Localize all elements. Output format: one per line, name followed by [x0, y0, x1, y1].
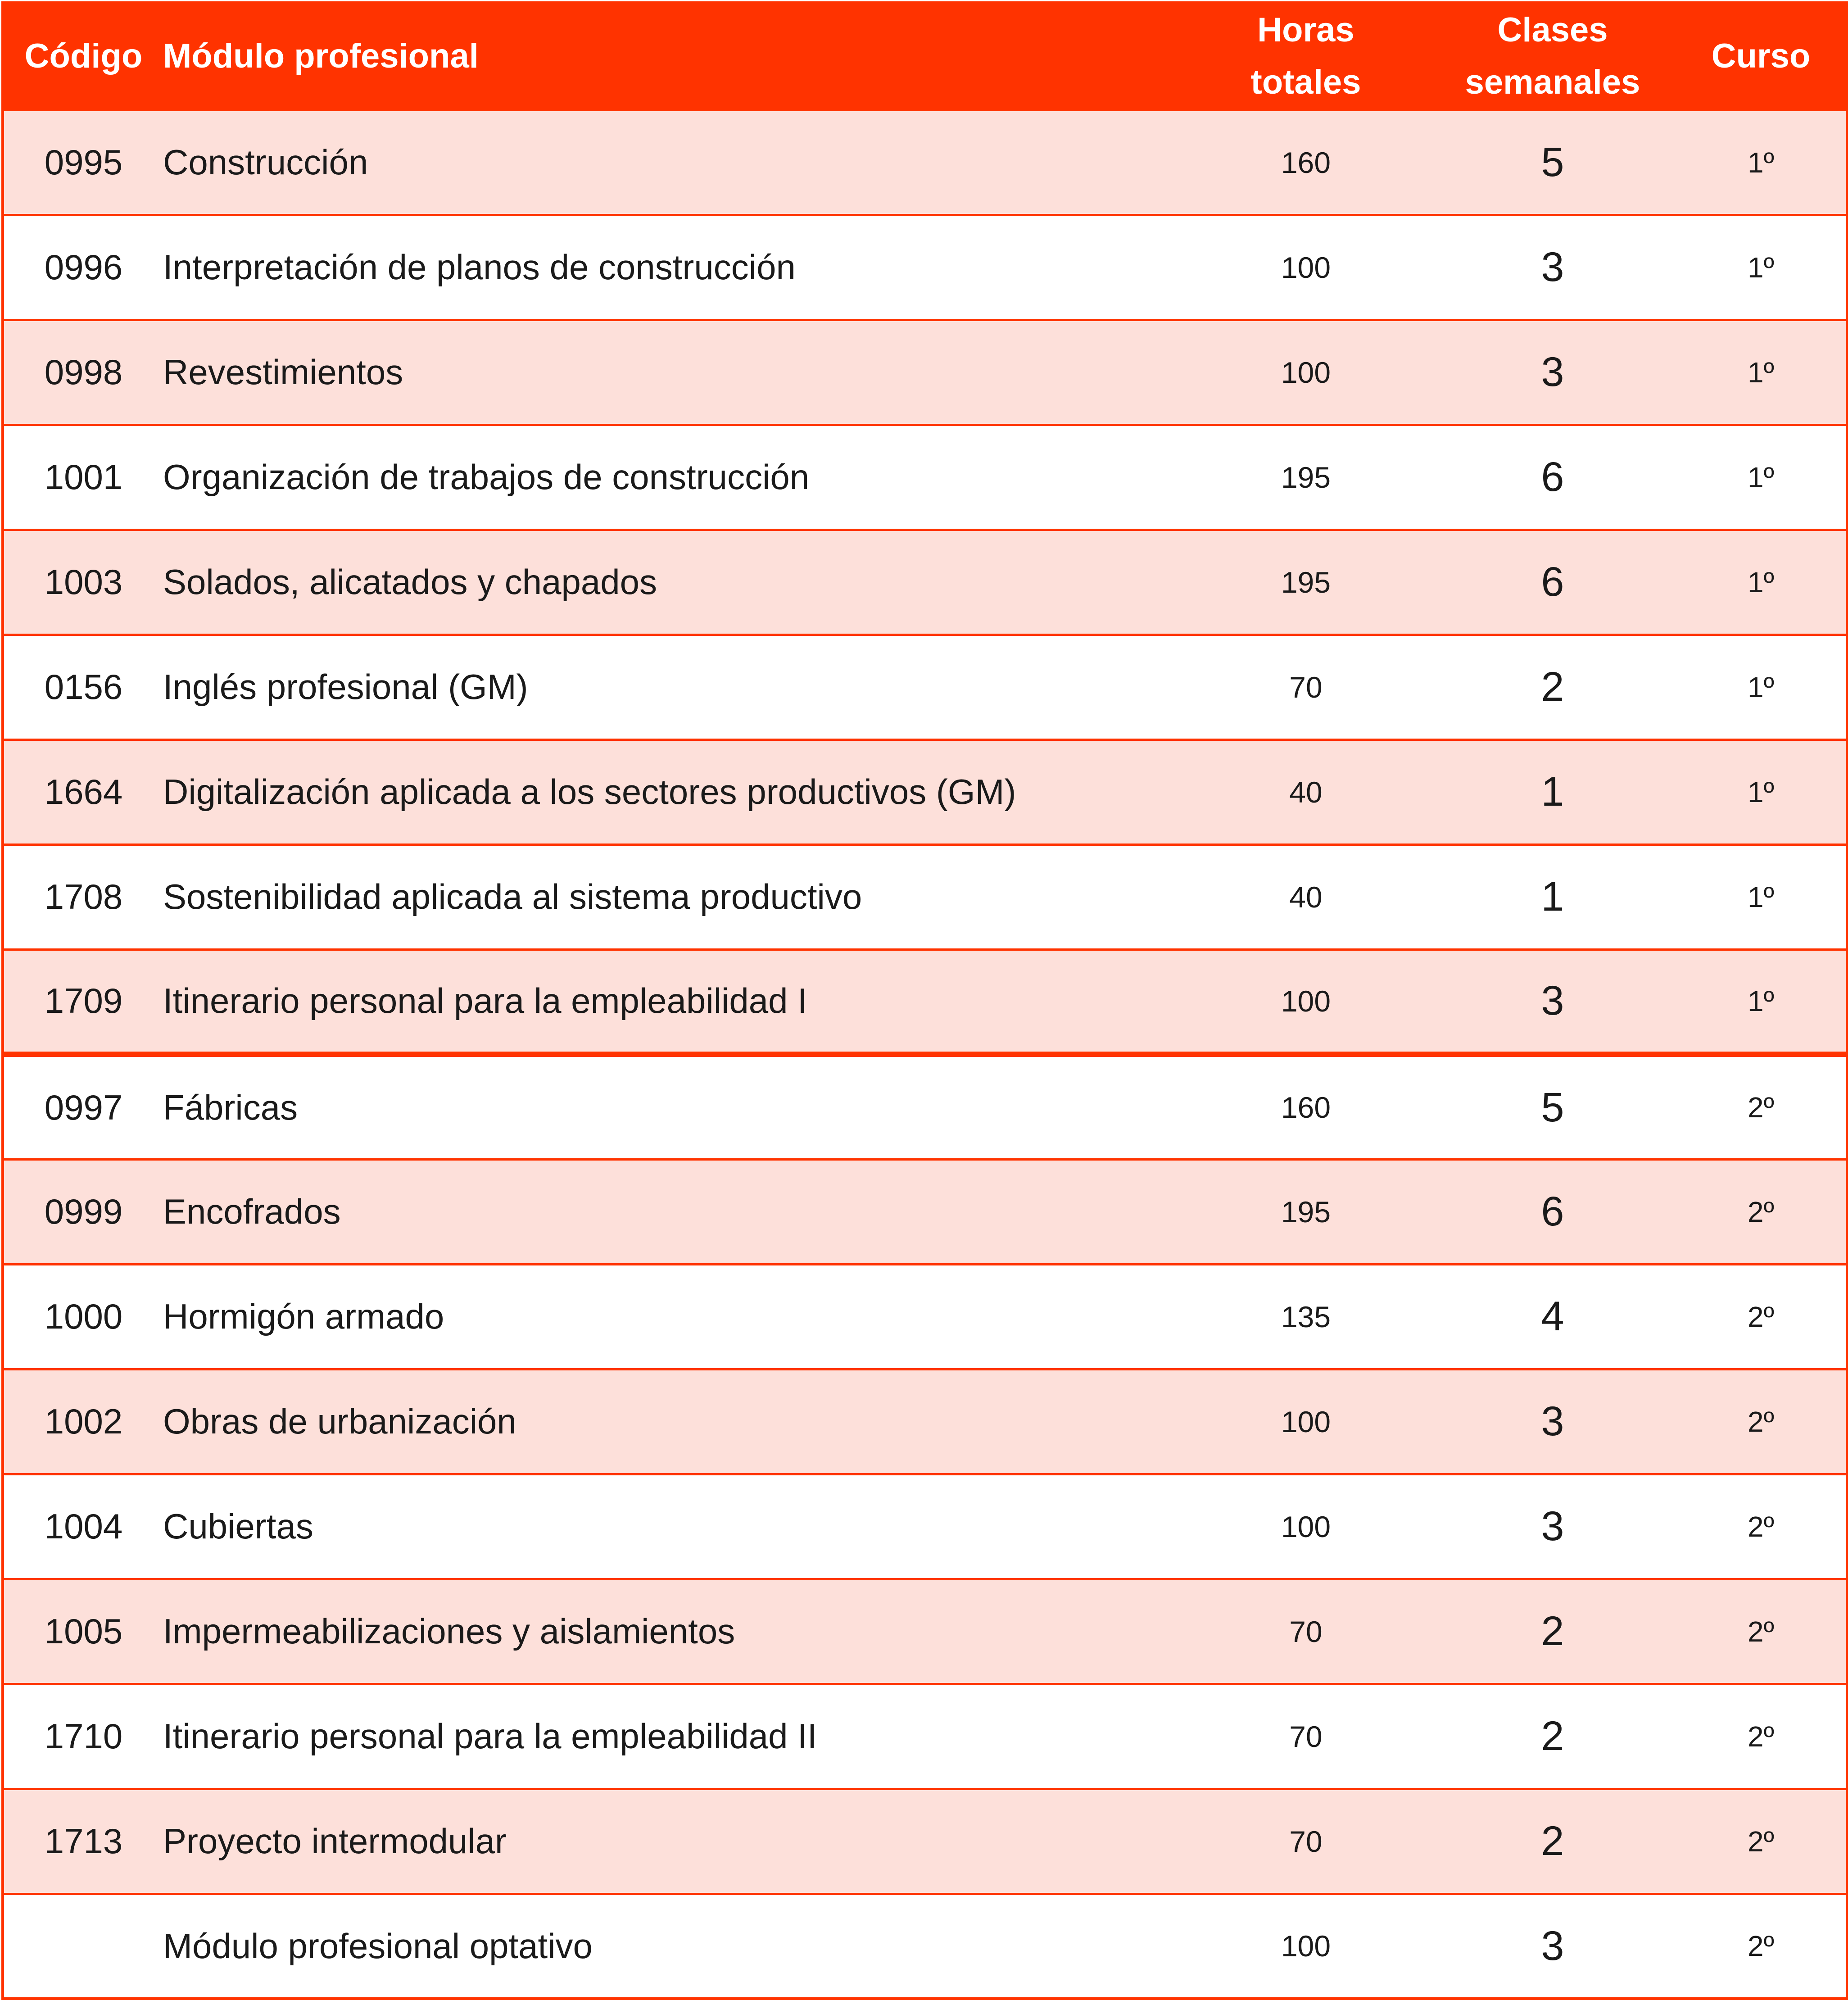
header-code: Código	[3, 3, 163, 110]
module-name: Interpretación de planos de construcción	[163, 215, 1182, 320]
total-hours: 100	[1182, 215, 1429, 320]
modules-table-body	[3, 110, 1847, 1999]
weekly-classes: 6	[1429, 530, 1676, 635]
table-row	[3, 1369, 1847, 1474]
header-classes-line2: semanales	[1465, 63, 1640, 102]
module-name: Hormigón armado	[163, 1264, 1182, 1369]
course-year: 1º	[1676, 949, 1847, 1054]
header-total-hours	[1182, 3, 1429, 110]
weekly-classes: 3	[1429, 949, 1676, 1054]
modules-table	[1, 1, 1848, 2000]
module-code: 0995	[3, 110, 163, 215]
weekly-classes: 6	[1429, 1159, 1676, 1264]
table-row	[3, 1894, 1847, 1999]
total-hours: 135	[1182, 1264, 1429, 1369]
table-row	[3, 110, 1847, 215]
header-course: Curso	[1676, 3, 1847, 110]
weekly-classes: 3	[1429, 320, 1676, 425]
total-hours: 70	[1182, 1684, 1429, 1789]
module-name: Impermeabilizaciones y aislamientos	[163, 1579, 1182, 1684]
course-year: 1º	[1676, 425, 1847, 530]
module-name: Cubiertas	[163, 1474, 1182, 1579]
weekly-classes: 5	[1429, 1054, 1676, 1159]
table-row	[3, 215, 1847, 320]
weekly-classes: 2	[1429, 1684, 1676, 1789]
module-code: 1709	[3, 949, 163, 1054]
module-code: 1000	[3, 1264, 163, 1369]
total-hours: 195	[1182, 530, 1429, 635]
total-hours: 40	[1182, 739, 1429, 844]
module-name: Digitalización aplicada a los sectores productivos (GM)	[163, 739, 1182, 844]
weekly-classes: 2	[1429, 1579, 1676, 1684]
course-year: 1º	[1676, 635, 1847, 739]
table-row	[3, 530, 1847, 635]
module-code: 1005	[3, 1579, 163, 1684]
total-hours: 70	[1182, 1579, 1429, 1684]
module-code: 1708	[3, 844, 163, 949]
weekly-classes: 1	[1429, 739, 1676, 844]
course-year: 1º	[1676, 215, 1847, 320]
course-year: 2º	[1676, 1474, 1847, 1579]
table-row	[3, 1474, 1847, 1579]
total-hours: 100	[1182, 949, 1429, 1054]
total-hours: 160	[1182, 110, 1429, 215]
total-hours: 195	[1182, 1159, 1429, 1264]
course-year: 2º	[1676, 1579, 1847, 1684]
module-code: 1001	[3, 425, 163, 530]
total-hours: 70	[1182, 1789, 1429, 1894]
module-name: Itinerario personal para la empleabilidad I	[163, 949, 1182, 1054]
course-year: 1º	[1676, 844, 1847, 949]
weekly-classes: 2	[1429, 635, 1676, 739]
total-hours: 160	[1182, 1054, 1429, 1159]
weekly-classes: 3	[1429, 215, 1676, 320]
module-name: Construcción	[163, 110, 1182, 215]
total-hours: 70	[1182, 635, 1429, 739]
module-name: Organización de trabajos de construcción	[163, 425, 1182, 530]
header-row	[3, 3, 1847, 110]
total-hours: 100	[1182, 1474, 1429, 1579]
course-year: 2º	[1676, 1264, 1847, 1369]
module-name: Revestimientos	[163, 320, 1182, 425]
table-row	[3, 425, 1847, 530]
module-code: 1713	[3, 1789, 163, 1894]
header-hours-line2: totales	[1250, 63, 1361, 102]
module-code: 1004	[3, 1474, 163, 1579]
total-hours: 40	[1182, 844, 1429, 949]
weekly-classes: 3	[1429, 1369, 1676, 1474]
module-code: 0999	[3, 1159, 163, 1264]
table-row	[3, 1684, 1847, 1789]
weekly-classes: 5	[1429, 110, 1676, 215]
header-hours-line1: Horas	[1257, 11, 1354, 50]
header-module-name: Módulo profesional	[163, 3, 1182, 110]
course-year: 1º	[1676, 320, 1847, 425]
total-hours: 100	[1182, 320, 1429, 425]
module-code: 0996	[3, 215, 163, 320]
table-row	[3, 1264, 1847, 1369]
total-hours: 100	[1182, 1894, 1429, 1999]
module-name: Módulo profesional optativo	[163, 1894, 1182, 1999]
table-row	[3, 1159, 1847, 1264]
weekly-classes: 2	[1429, 1789, 1676, 1894]
course-year: 1º	[1676, 110, 1847, 215]
module-code: 1710	[3, 1684, 163, 1789]
weekly-classes: 6	[1429, 425, 1676, 530]
table-row	[3, 1789, 1847, 1894]
table-row	[3, 1579, 1847, 1684]
module-code	[3, 1894, 163, 1999]
weekly-classes: 3	[1429, 1894, 1676, 1999]
module-code: 0156	[3, 635, 163, 739]
table-row	[3, 739, 1847, 844]
table-row	[3, 1054, 1847, 1159]
table-row	[3, 320, 1847, 425]
weekly-classes: 4	[1429, 1264, 1676, 1369]
module-name: Encofrados	[163, 1159, 1182, 1264]
module-code: 1664	[3, 739, 163, 844]
course-year: 2º	[1676, 1159, 1847, 1264]
header-classes-line1: Clases	[1497, 11, 1608, 50]
course-year: 2º	[1676, 1684, 1847, 1789]
module-name: Sostenibilidad aplicada al sistema productivo	[163, 844, 1182, 949]
weekly-classes: 1	[1429, 844, 1676, 949]
module-name: Inglés profesional (GM)	[163, 635, 1182, 739]
course-year: 1º	[1676, 739, 1847, 844]
module-code: 0998	[3, 320, 163, 425]
module-name: Proyecto intermodular	[163, 1789, 1182, 1894]
course-year: 1º	[1676, 530, 1847, 635]
header-weekly-classes	[1429, 3, 1676, 110]
table-row	[3, 635, 1847, 739]
total-hours: 100	[1182, 1369, 1429, 1474]
course-year: 2º	[1676, 1789, 1847, 1894]
weekly-classes: 3	[1429, 1474, 1676, 1579]
table-row	[3, 949, 1847, 1054]
course-year: 2º	[1676, 1369, 1847, 1474]
module-code: 1003	[3, 530, 163, 635]
course-year: 2º	[1676, 1894, 1847, 1999]
module-name: Fábricas	[163, 1054, 1182, 1159]
module-name: Itinerario personal para la empleabilidad II	[163, 1684, 1182, 1789]
table-row	[3, 844, 1847, 949]
total-hours: 195	[1182, 425, 1429, 530]
course-year: 2º	[1676, 1054, 1847, 1159]
module-code: 0997	[3, 1054, 163, 1159]
module-name: Obras de urbanización	[163, 1369, 1182, 1474]
module-name: Solados, alicatados y chapados	[163, 530, 1182, 635]
module-code: 1002	[3, 1369, 163, 1474]
